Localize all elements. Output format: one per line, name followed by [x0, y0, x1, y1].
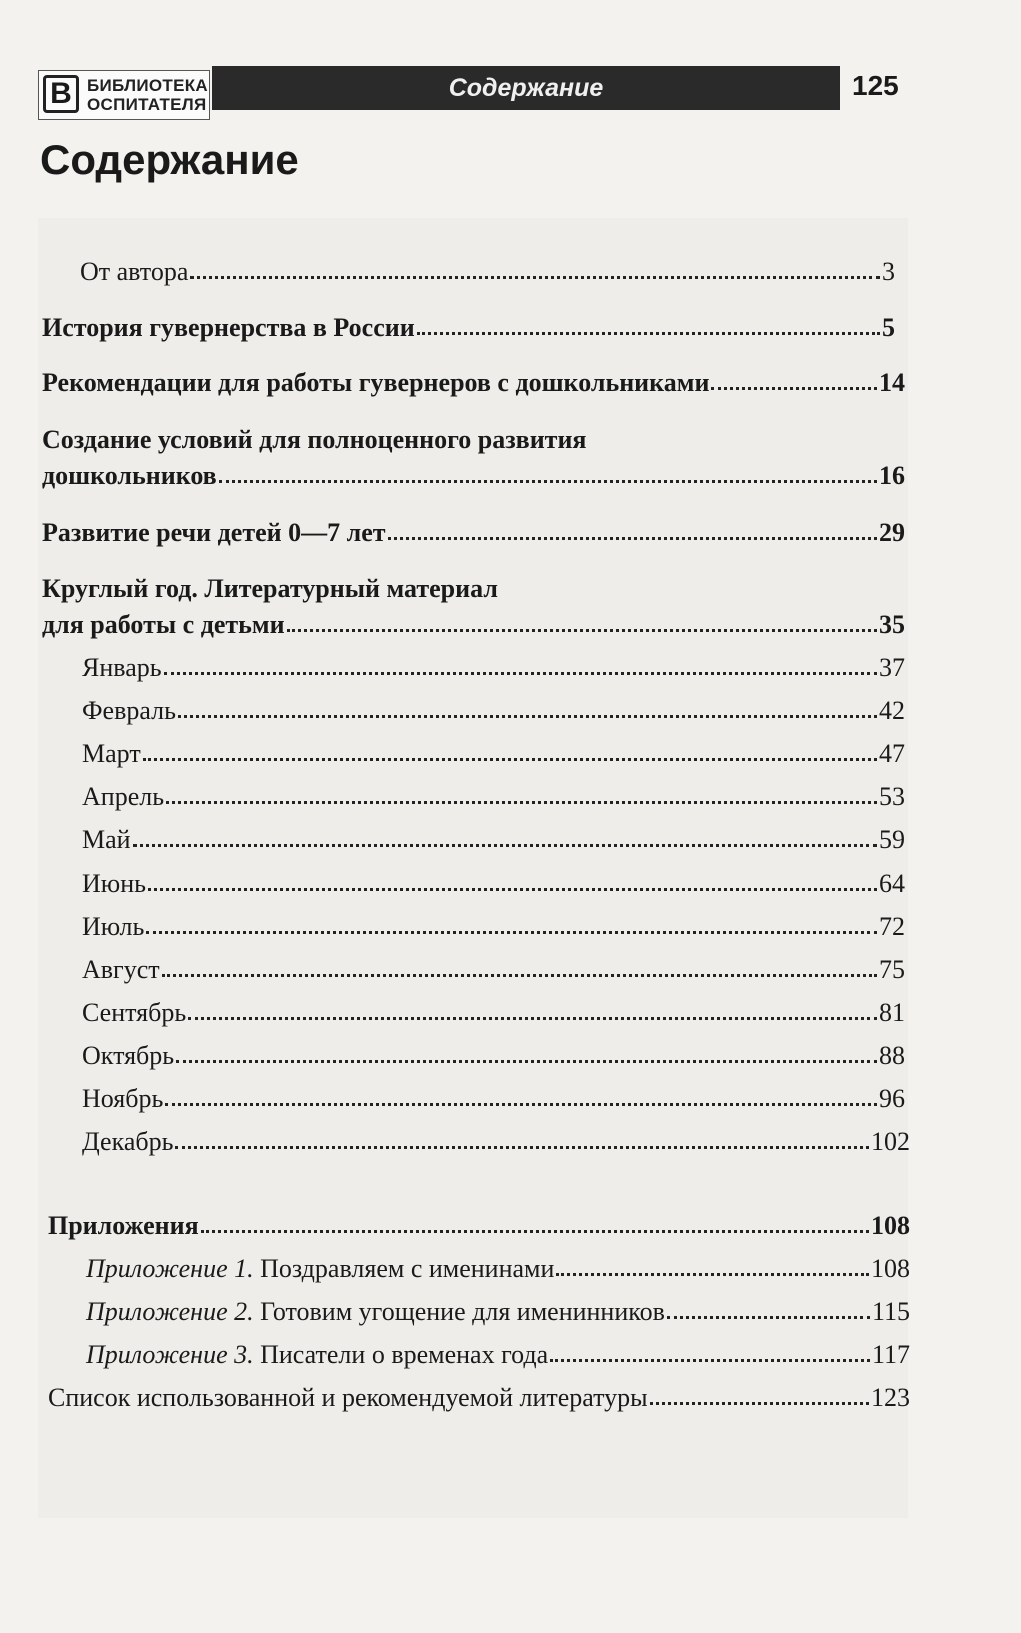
series-logo-line2: ОСПИТАТЕЛЯ	[87, 95, 207, 114]
toc-leader-dots	[417, 313, 880, 335]
running-header	[38, 66, 908, 118]
toc-entry-label: Ноябрь	[82, 1084, 164, 1113]
toc-entry-label: Сентябрь	[82, 998, 187, 1027]
toc-leader-dots	[164, 653, 877, 675]
toc-entry-label: Январь	[82, 653, 162, 682]
toc-leader-dots	[201, 1211, 869, 1233]
toc-entry-label: Май	[82, 825, 131, 854]
toc-entry-page: 81	[879, 998, 905, 1027]
toc-entry-page: 72	[879, 912, 905, 941]
toc-entry-label: От автора	[80, 257, 189, 286]
toc-entry[interactable]	[82, 998, 905, 1028]
toc-leader-dots	[667, 1297, 870, 1319]
toc-entry-label: Август	[82, 955, 160, 984]
toc-entry[interactable]	[82, 782, 905, 812]
toc-entry-label: Рекомендации для работы гувернеров с дошкольниками	[42, 368, 710, 397]
toc-entry-page: 108	[871, 1211, 910, 1240]
toc-entry-page: 102	[871, 1127, 910, 1156]
toc-entry[interactable]	[82, 912, 905, 942]
toc-leader-dots	[388, 518, 877, 540]
toc-entry-page: 47	[879, 739, 905, 768]
toc-entry-page: 59	[879, 825, 905, 854]
toc-entry-page: 96	[879, 1084, 905, 1113]
toc-entry-page: 16	[879, 461, 905, 490]
toc-entry-label: Приложения	[48, 1211, 199, 1240]
toc-entry-label: Февраль	[82, 696, 176, 725]
toc-leader-dots	[219, 461, 877, 483]
toc-entry[interactable]	[48, 1211, 910, 1241]
toc-entry-page: 3	[882, 257, 895, 286]
toc-entry[interactable]	[48, 1383, 910, 1413]
toc-entry[interactable]	[82, 1084, 905, 1114]
toc-leader-dots	[146, 912, 877, 934]
toc-entry[interactable]	[82, 1127, 910, 1157]
toc-leader-dots	[176, 1041, 877, 1063]
toc-entry[interactable]	[42, 610, 905, 640]
toc-entry-page: 75	[879, 955, 905, 984]
toc-leader-dots	[556, 1254, 869, 1276]
toc-entry[interactable]	[82, 869, 905, 899]
toc-entry-label: Июль	[82, 912, 145, 941]
toc-entry-label-line1: Круглый год. Литературный материал	[42, 574, 498, 603]
toc-entry-page: 29	[879, 518, 905, 547]
toc-entry-page: 37	[879, 653, 905, 682]
toc-leader-dots	[190, 257, 880, 279]
toc-entry-label: Развитие речи детей 0—7 лет	[42, 518, 386, 547]
toc-entry-label-line1: Создание условий для полноценного развития	[42, 425, 587, 454]
toc-leader-dots	[166, 782, 877, 804]
toc-entry-prefix: Приложение 3.	[86, 1340, 254, 1369]
toc-entry-label: Писатели о временах года	[260, 1340, 549, 1369]
toc-entry-label: Октябрь	[82, 1041, 175, 1070]
toc-entry-prefix: Приложение 2.	[86, 1297, 254, 1326]
toc-entry-label: Готовим угощение для именинников	[260, 1297, 665, 1326]
toc-entry[interactable]	[42, 368, 905, 398]
toc-entry-label: Апрель	[82, 782, 165, 811]
toc-entry[interactable]	[82, 653, 905, 683]
toc-entry-page: 64	[879, 869, 905, 898]
toc-entry-page: 117	[871, 1340, 910, 1369]
page-number: 125	[852, 70, 899, 101]
toc-leader-dots	[711, 368, 877, 390]
toc-entry-page: 123	[871, 1383, 910, 1412]
toc-leader-dots	[143, 739, 877, 761]
toc-entry-label: дошкольников	[42, 461, 217, 490]
toc-entry[interactable]	[80, 257, 895, 287]
toc-entry-page: 108	[871, 1254, 910, 1283]
toc-leader-dots	[148, 869, 877, 891]
toc-entry[interactable]	[82, 1041, 905, 1071]
toc-entry[interactable]	[42, 461, 905, 491]
toc-entry-label: Поздравляем с именинами	[260, 1254, 555, 1283]
toc-leader-dots	[287, 610, 877, 632]
toc-leader-dots	[133, 825, 877, 847]
toc-entry-page: 53	[879, 782, 905, 811]
toc-entry[interactable]	[86, 1340, 910, 1370]
toc-entry-page: 88	[879, 1041, 905, 1070]
toc-entry[interactable]	[42, 518, 905, 548]
series-logo-line1: БИБЛИОТЕКА	[87, 76, 208, 95]
toc-entry[interactable]	[86, 1254, 910, 1284]
toc-leader-dots	[188, 998, 877, 1020]
toc-entry-label: Март	[82, 739, 141, 768]
toc-entry-page: 5	[882, 313, 895, 342]
page-title: Содержание	[40, 136, 299, 183]
toc-entry-page: 14	[879, 368, 905, 397]
toc-entry-page: 115	[871, 1297, 910, 1326]
toc-entry-label: Июнь	[82, 869, 146, 898]
toc-entry[interactable]	[42, 313, 895, 343]
toc-leader-dots	[165, 1084, 877, 1106]
toc-leader-dots	[650, 1383, 869, 1405]
toc-entry[interactable]	[82, 739, 905, 769]
series-logo	[38, 70, 210, 120]
toc-entry[interactable]	[82, 825, 905, 855]
toc-entry-label: Список использованной и рекомендуемой литературы	[48, 1383, 648, 1412]
toc-leader-dots	[550, 1340, 870, 1362]
header-section-title: Содержание	[212, 66, 840, 110]
toc-entry-page: 42	[879, 696, 905, 725]
toc-leader-dots	[175, 1127, 869, 1149]
toc-entry[interactable]	[82, 955, 905, 985]
toc-entry[interactable]	[82, 696, 905, 726]
toc-entry-page: 35	[879, 610, 905, 639]
toc-leader-dots	[162, 955, 877, 977]
series-logo-letter: В	[43, 75, 79, 113]
toc-entry[interactable]	[86, 1297, 910, 1327]
toc-entry-label: для работы с детьми	[42, 610, 285, 639]
toc-entry-label: Декабрь	[82, 1127, 174, 1156]
toc-leader-dots	[178, 696, 877, 718]
toc-entry-prefix: Приложение 1.	[86, 1254, 254, 1283]
toc-entry-label: История гувернерства в России	[42, 313, 415, 342]
